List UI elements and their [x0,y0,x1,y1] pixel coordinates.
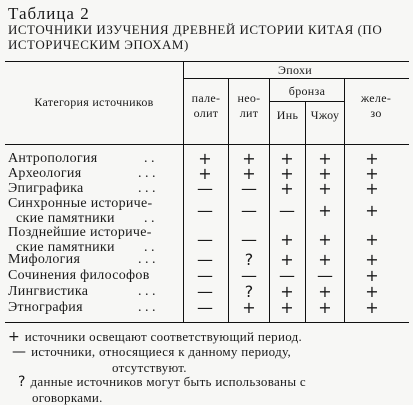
epochs-header: Эпохи [278,63,312,77]
row-leader-dots: . . . [138,300,156,315]
col-header-chzhou: Чжоу [310,108,340,122]
col-header-paleolit-line-1: пале- [191,91,221,105]
table-subtitle [8,22,382,52]
cell-mark: — [241,230,257,249]
cell-mark: — [317,266,333,285]
col-header-zhelezo-line-1: желе- [360,91,392,105]
col-header-paleolit-line-2: олит [193,106,219,120]
cell-mark: + [242,149,256,168]
epochs-divider [183,78,409,79]
cell-mark: + [318,298,332,317]
cell-mark: + [280,250,294,269]
cell-mark: + [365,149,379,168]
legend-line [18,374,306,390]
legend-line [8,329,302,345]
cell-mark: — [197,230,213,249]
row-label [8,268,178,283]
cell-mark: + [365,298,379,317]
cell-mark: — [197,266,213,285]
cell-mark: + [365,179,379,198]
cell-mark: + [280,298,294,317]
cell-mark: + [365,250,379,269]
row-label-line: Антропология [8,151,98,166]
cell-mark: — [197,250,213,269]
cell-mark: + [365,164,379,183]
cell-mark: + [198,164,212,183]
cell-mark: + [242,298,256,317]
legend-symbol: — [12,344,32,360]
cell-mark: + [365,201,379,220]
row-leader-dots: . . . [138,181,156,196]
cell-mark: — [197,201,213,220]
subtitle-line-2: ИСТОРИЧЕСКИМ ЭПОХАМ) [8,37,189,52]
cell-mark: — [197,282,213,301]
col-header-paleolit [184,91,228,121]
cell-mark: + [365,266,379,285]
row-label-line: Синхронные историче- [8,196,153,211]
cell-mark: + [280,164,294,183]
legend-symbol: ? [18,374,31,390]
header-bottom-rule [5,144,409,145]
cell-mark: — [241,201,257,220]
table-title: Таблица 2 [8,4,90,23]
col-header-neolit [229,91,269,121]
category-header: Категория источников [34,95,154,109]
cell-mark: + [318,201,332,220]
cell-mark: — [241,179,257,198]
row-leader-dots: . . [144,240,155,255]
row-label-line: Мифология [8,252,81,267]
cell-mark: + [365,230,379,249]
cell-mark: + [280,149,294,168]
row-label-line: Эпиграфика [8,181,84,196]
subtitle-line-1: ИСТОЧНИКИ ИЗУЧЕНИЯ ДРЕВНЕЙ ИСТОРИИ КИТАЯ (ПО [8,22,383,37]
legend-item [18,374,306,405]
legend-symbol: + [8,329,25,345]
col-header-neolit-line-2: лит [239,106,259,120]
col-header-in: Инь [276,108,299,122]
cell-mark: ? [244,250,254,269]
cell-mark: + [318,230,332,249]
row-label-line: Сочинения философов [8,268,150,283]
row-leader-dots: . . [144,151,155,166]
table-top-rule [5,61,409,62]
cell-mark: + [280,230,294,249]
table-bottom-rule [5,322,409,323]
cell-mark: + [318,179,332,198]
legend-line: отсутствуют. [112,360,187,375]
cell-mark: + [280,282,294,301]
cell-mark: + [365,282,379,301]
col-header-neolit-line-1: нео- [237,91,261,105]
row-leader-dots: . . [144,211,155,226]
cell-mark: — [279,201,295,220]
col-header-zhelezo [345,91,407,121]
cell-mark: + [198,149,212,168]
legend-line: оговорками. [32,390,103,405]
legend-line [12,344,291,360]
legend-item [8,329,302,345]
row-label-line: Археология [8,166,82,181]
cell-mark: — [197,179,213,198]
legend-item [12,344,291,375]
row-label-line: Этнография [8,300,83,315]
cell-mark: + [280,179,294,198]
cell-mark: + [242,164,256,183]
legend-text: данные источников могут быть использованы с [30,374,306,389]
col-divider-3 [305,101,306,322]
cell-mark: + [318,164,332,183]
cell-mark: + [318,149,332,168]
row-label-line: ские памятники [16,240,115,255]
legend-text: источники, относящиеся к данному периоду, [31,344,292,359]
row-label-line: Позднейшие историче- [8,225,152,240]
cell-mark: — [279,266,295,285]
cell-mark: — [241,266,257,285]
col-header-zhelezo-line-2: зо [370,106,382,120]
row-label-line: ские памятники [16,211,115,226]
bronze-header: бронза [288,84,326,98]
row-leader-dots: . . . [138,252,156,267]
cell-mark: — [197,298,213,317]
cell-mark: ? [244,282,254,301]
cell-mark: + [318,282,332,301]
cell-mark: + [318,250,332,269]
legend-text: источники освещают соответствующий период. [24,329,303,344]
bronze-divider [269,101,344,102]
row-leader-dots: . . . [138,284,156,299]
row-label-line: Лингвистика [8,284,89,299]
row-leader-dots: . . . [138,166,156,181]
